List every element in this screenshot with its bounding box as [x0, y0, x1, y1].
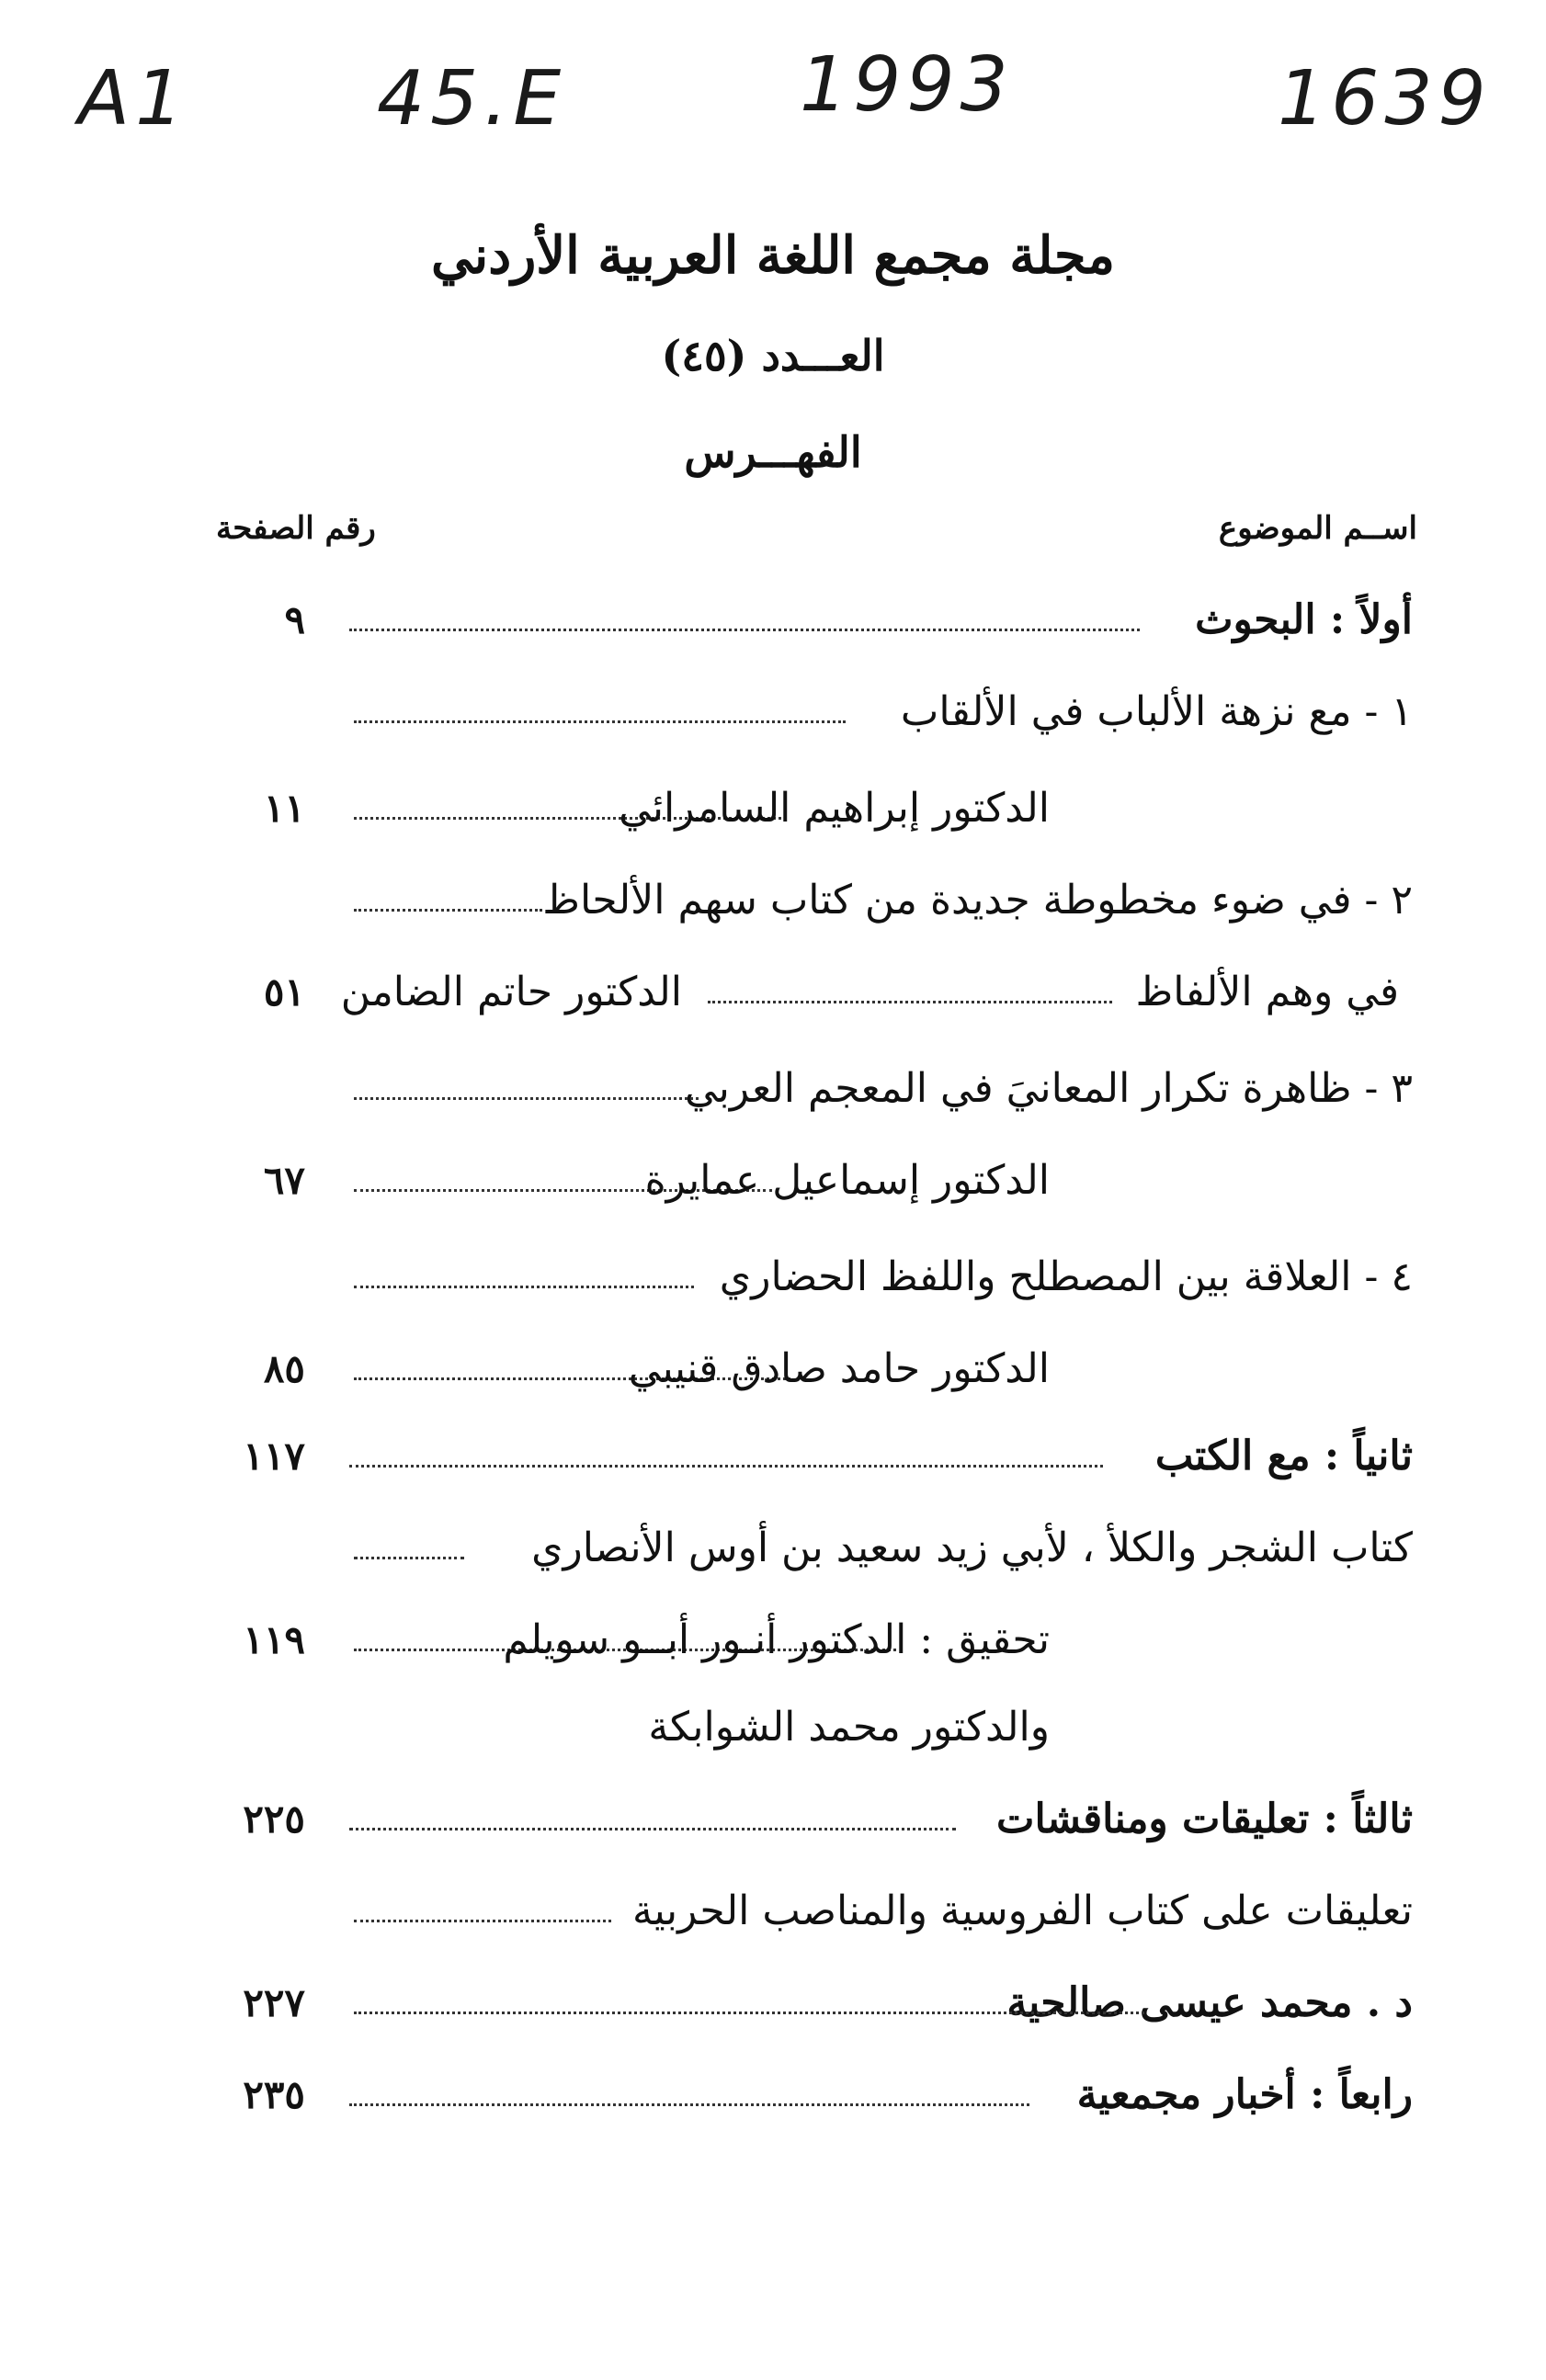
toc-row	[0, 868, 1546, 933]
toc-row	[0, 1149, 1546, 1213]
dot-leader	[354, 720, 846, 723]
page-column-header: رقم الصفحة	[216, 510, 376, 547]
topic-column-header: اســم الموضوع	[1218, 510, 1417, 547]
toc-entry-title: ٢ - في ضوء مخطوطة جديدة من كتاب سهم الألحاظ	[542, 877, 1413, 924]
dot-leader	[349, 1465, 1103, 1468]
toc-entry-title: في وهم الألفاظ	[1135, 969, 1399, 1015]
handwritten-number: 1639	[1278, 55, 1492, 142]
dot-leader	[708, 1001, 1112, 1003]
dot-leader	[349, 1828, 956, 1830]
toc-row	[0, 1337, 1546, 1401]
toc-row	[0, 1245, 1546, 1309]
toc-entry-author: الدكتور إبراهيم السامرائي	[619, 785, 1050, 832]
issue-label: العـــدد (٤٥)	[661, 331, 885, 380]
handwritten-year: 1993	[800, 41, 1014, 129]
journal-title: مجلة مجمع اللغة العربية الأردني	[431, 225, 1115, 286]
dot-leader	[349, 629, 1140, 631]
index-label: الفهـــرس	[684, 427, 862, 477]
dot-leader	[349, 2103, 1029, 2106]
toc-entry-author: الدكتور حامد صادق قنيبي	[628, 1345, 1050, 1392]
toc-row	[0, 960, 1546, 1025]
toc-entry-author: الدكتور إسماعيل عمايرة	[644, 1157, 1050, 1204]
page-number: ٢٢٧	[243, 1980, 305, 2025]
toc-section-title: أولاً : البحوث	[1195, 596, 1413, 643]
toc-entry-title: تعليقات على كتاب الفروسية والمناصب الحربية	[631, 1887, 1413, 1934]
toc-entry-author: الدكتور حاتم الضامن	[340, 969, 682, 1015]
toc-entry-title: ٣ - ظاهرة تكرار المعانيَ في المعجم العربي	[684, 1065, 1413, 1112]
toc-section-title: ثالثاً : تعليقات ومناقشات	[996, 1796, 1413, 1842]
dot-leader	[354, 1557, 464, 1559]
toc-row	[0, 680, 1546, 744]
dot-leader	[354, 2012, 1144, 2014]
toc-entry-author: والدكتور محمد الشوابكة	[648, 1704, 1050, 1751]
toc-row	[0, 1608, 1546, 1672]
dot-leader	[354, 1097, 699, 1100]
dot-leader	[354, 1920, 611, 1922]
toc-entry-title: ٤ - العلاقة بين المصطلح واللفظ الحضاري	[719, 1253, 1413, 1300]
handwritten-code: A1	[78, 55, 189, 142]
dot-leader	[354, 1286, 694, 1288]
page-number: ٢٢٥	[243, 1796, 305, 1842]
toc-row	[0, 1787, 1546, 1852]
page-number: ٦٧	[263, 1158, 305, 1203]
toc-row	[0, 1971, 1546, 2035]
dot-leader	[354, 909, 542, 912]
toc-row	[0, 1424, 1546, 1489]
toc-row	[0, 1516, 1546, 1581]
toc-row	[0, 1695, 1546, 1760]
toc-row	[0, 2063, 1546, 2127]
page-number: ١١٩	[243, 1617, 305, 1662]
handwritten-issue: 45.E	[377, 55, 567, 142]
page-number: ١١٧	[243, 1434, 305, 1479]
page-number: ٥١	[263, 969, 305, 1014]
toc-entry-author: تحقيق : الدكتور أنـور أبــو سويلم	[503, 1616, 1050, 1663]
toc-section-title: ثانياً : مع الكتب	[1154, 1433, 1413, 1479]
page-number: ٩	[284, 597, 305, 642]
toc-row	[0, 1879, 1546, 1944]
page-number: ٨٥	[263, 1346, 305, 1391]
toc-row	[0, 776, 1546, 841]
toc-entry-title: كتاب الشجر والكلأ ، لأبي زيد سعيد بن أوس الأنصاري	[531, 1524, 1413, 1571]
toc-entry-author: د . محمد عيسى صالحية	[1006, 1979, 1413, 2026]
page-number: ١١	[263, 786, 305, 831]
toc-section-title: رابعاً : أخبار مجمعية	[1076, 2071, 1413, 2118]
toc-row	[0, 588, 1546, 652]
page-number: ٢٣٥	[243, 2072, 305, 2117]
toc-row	[0, 1057, 1546, 1121]
toc-entry-title: ١ - مع نزهة الألباب في الألقاب	[900, 688, 1413, 735]
